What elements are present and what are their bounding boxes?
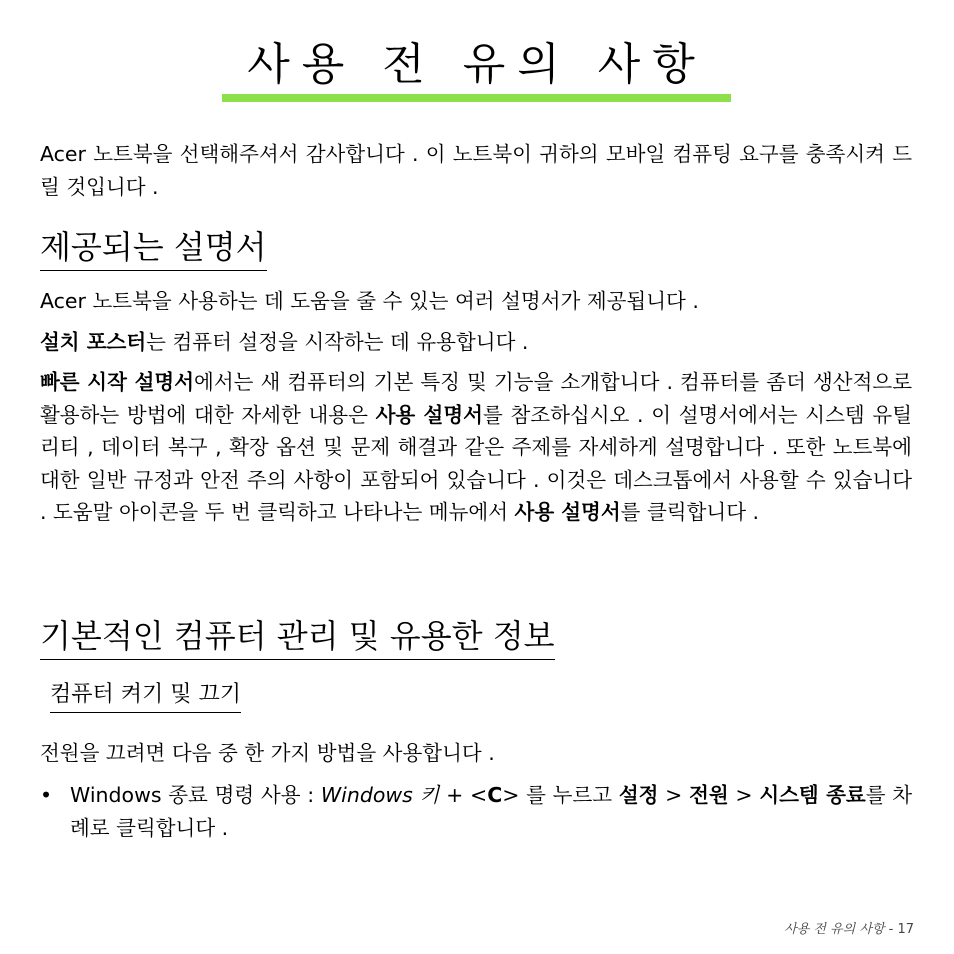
intro-text: 노트북을 선택해주셔서 감사합니다 . 이 노트북이 귀하의 모바일 컴퓨팅 요구를 충족시켜 드릴 것입니다 . [40, 142, 912, 199]
bullet-text-3: > 를 누르고 [502, 783, 619, 807]
page-title: 사용 전 유의 사항 [247, 39, 707, 90]
bullet-marker: • [40, 783, 53, 807]
section-heading-manuals: 제공되는 설명서 [40, 227, 267, 271]
page-footer [784, 918, 914, 937]
brand-name: Acer [40, 142, 86, 166]
shutdown-bullet-item [70, 779, 912, 844]
quick-start-text-2: 를 참조하십시오 . 이 설명서에서는 시스템 유틸리티 , 데이터 복구 , 확장 옵션 및 문제 해결과 같은 주제를 자세하게 설명합니다 . 또한 노트북에 대한 일반 규정과 안전 주의 사항이 포함되어 있습니다 . 이것은 데스크톱에서 사용할 수 있습니다 . 도움말 아이콘을 두 번 클릭하고 나타나는 메뉴에서 [40, 402, 913, 524]
bullet-text-4: > [658, 783, 690, 807]
quick-start-paragraph [40, 366, 912, 529]
footer-label: 사용 전 유의 사항 [784, 922, 885, 937]
section-heading-care-tips: 기본적인 컴퓨터 관리 및 유용한 정보 [40, 616, 555, 660]
intro-paragraph [40, 138, 912, 203]
bullet-text-2: + < [439, 783, 488, 807]
quick-start-term: 빠른 시작 설명서 [40, 370, 195, 394]
manuals-intro-text: 노트북을 사용하는 데 도움을 줄 수 있는 여러 설명서가 제공됩니다 . [85, 289, 699, 313]
quick-start-text-1: 에서는 새 컴퓨터의 기본 특징 및 기능을 소개합니다 . 컴퓨터를 좀더 생산적으로 활용하는 방법에 대한 자세한 내용은 [40, 370, 913, 427]
setup-poster-paragraph [40, 326, 912, 359]
windows-key-term: Windows 키 [320, 783, 440, 807]
brand-name: Acer [40, 289, 86, 313]
page-number: 17 [897, 922, 914, 937]
setup-poster-term: 설치 포스터 [40, 330, 147, 354]
footer-separator: - [884, 922, 898, 937]
user-guide-term-2: 사용 설명서 [514, 500, 621, 524]
bullet-text-1: Windows 종료 명령 사용 : [70, 783, 321, 807]
power-term: 전원 [689, 783, 729, 807]
subheading-power-on-off: 컴퓨터 켜기 및 끄기 [50, 680, 241, 713]
quick-start-text-3: 를 클릭합니다 . [620, 500, 760, 524]
setup-poster-text: 는 컴퓨터 설정을 시작하는 데 유용합니다 . [146, 330, 529, 354]
c-key-term: C [487, 783, 503, 807]
bullet-text-5: > [728, 783, 760, 807]
settings-term: 설정 [618, 783, 659, 807]
shutdown-term: 시스템 종료 [759, 783, 866, 807]
bullet-text-6: 를 차례로 클릭합니다 . [70, 783, 913, 840]
manuals-intro-paragraph [40, 285, 912, 318]
power-off-paragraph: 전원을 끄려면 다음 중 한 가지 방법을 사용합니다 . [40, 741, 495, 765]
user-guide-term: 사용 설명서 [375, 402, 483, 427]
title-underline-bar [222, 94, 731, 102]
